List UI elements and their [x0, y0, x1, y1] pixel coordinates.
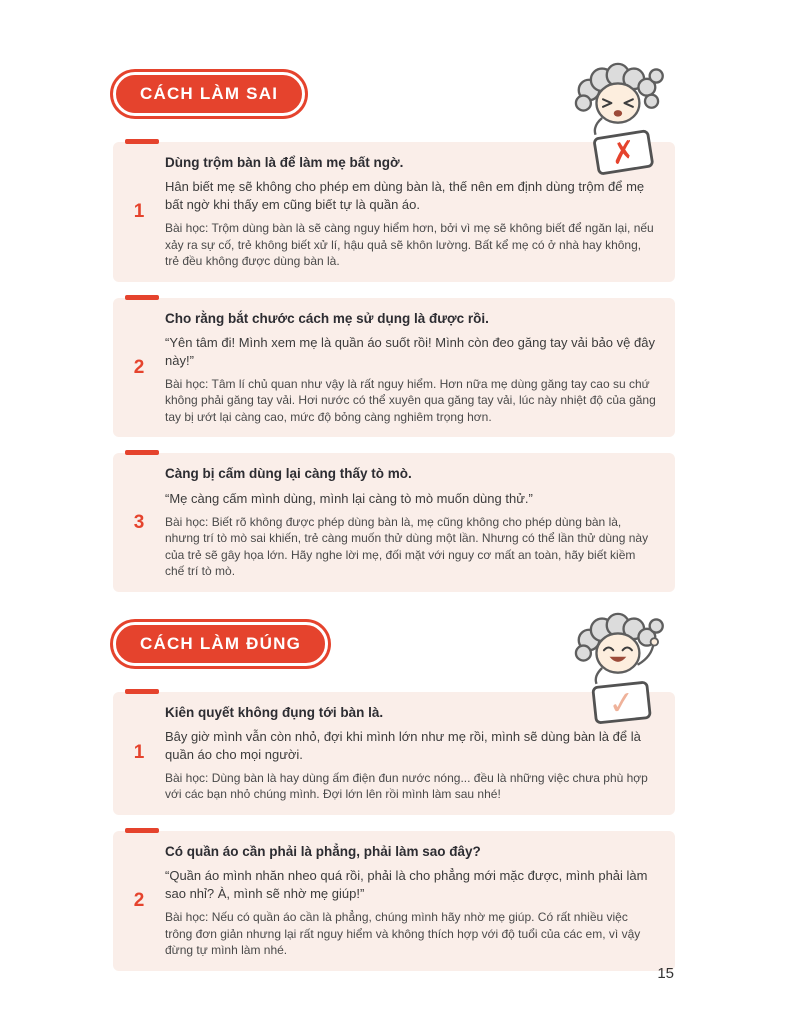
item-list	[113, 142, 675, 592]
item-lesson	[165, 376, 657, 426]
item-title: Dùng trộm bàn là để làm mẹ bất ngờ.	[165, 155, 404, 170]
list-item	[113, 298, 675, 438]
lesson-label: Bài học:	[165, 376, 209, 391]
raised-arm	[638, 644, 653, 665]
wrong-way-mascot-illustration	[561, 58, 673, 178]
item-title: Cho rằng bắt chước cách mẹ sử dụng là được rồi.	[165, 310, 489, 326]
lesson-label: Bài học:	[165, 770, 209, 785]
lesson-text: Tâm lí chủ quan như vậy là rất nguy hiểm. Hơn nữa mẹ dùng găng tay cao su chứ không phải găng tay vải. Hơi nước có thể xuyên qua găng tay vải, lúc này nhiệt độ của găng tay bị ướt lại càng cao, mức độ bỏng càng nghiêm trọng hơn.	[165, 376, 656, 424]
angry-grandma-icon	[561, 58, 673, 178]
item-accent-dash	[125, 450, 159, 455]
item-accent-dash	[125, 689, 159, 694]
list-item	[113, 831, 675, 971]
section-badge-wrong: CÁCH LÀM SAI	[113, 72, 305, 116]
item-marker	[113, 704, 165, 803]
item-marker	[113, 843, 165, 959]
item-number: 2	[133, 889, 145, 911]
lesson-text: Dùng bàn là hay dùng ấm điện đun nước nóng... đều là những việc chưa phù hợp với các bạn nhỏ chúng mình. Đợi lớn lên rồi mình làm sau nhé!	[165, 770, 648, 802]
list-item	[113, 453, 675, 591]
lesson-label: Bài học:	[165, 514, 209, 529]
arm	[596, 668, 602, 684]
page-number: 15	[657, 965, 674, 982]
lesson-label: Bài học:	[165, 910, 209, 925]
x-mark-icon: ✗	[608, 133, 639, 173]
item-lesson	[165, 514, 657, 580]
hand	[651, 638, 658, 645]
item-quote: “Yên tâm đi! Mình xem mẹ là quần áo suốt rồi! Mình còn đeo găng tay vải bảo vệ đây này!”	[165, 334, 655, 368]
item-number: 3	[133, 511, 145, 533]
section-right-ways	[113, 622, 675, 971]
arm	[595, 118, 602, 135]
page-content	[113, 72, 675, 971]
item-title: Có quần áo cần phải là phẳng, phải làm sao đây?	[165, 844, 481, 859]
item-lesson	[165, 909, 657, 959]
right-way-mascot-illustration	[561, 608, 673, 728]
lesson-text: Trộm dùng bàn là sẽ càng nguy hiểm hơn, bởi vì mẹ sẽ không biết để ngăn lại, nếu xảy ra sự cố, trẻ không biết xử lí, hậu quả sẽ khôn lường. Bất kể mẹ có ở nhà hay không, trẻ đều không được dùng bàn là.	[165, 221, 654, 269]
item-number: 1	[133, 742, 145, 764]
item-marker	[113, 154, 165, 270]
section-wrong-ways	[113, 72, 675, 592]
item-number: 1	[133, 200, 145, 222]
lesson-text: Biết rõ không được phép dùng bàn là, mẹ cũng không cho phép dùng bàn là, nhưng trí tò mò sai khiến, trẻ càng muốn thử dùng một lần. Nhưng có thể lần thử dùng này của trẻ sẽ gây họa lớn. Hãy nghe lời mẹ, đối mặt với nguy cơ mất an toàn, hãy biết kiềm chế trí tò mò.	[165, 514, 649, 579]
mouth	[614, 110, 622, 117]
section-badge-right: CÁCH LÀM ĐÚNG	[113, 622, 328, 666]
item-accent-dash	[125, 295, 159, 300]
grandma-face	[596, 83, 639, 122]
item-title: Càng bị cấm dùng lại càng thấy tò mò.	[165, 466, 412, 482]
item-number: 2	[133, 356, 145, 378]
item-list	[113, 692, 675, 971]
item-quote: “Mẹ càng cấm mình dùng, mình lại càng tò mò muốn dùng thử.”	[165, 490, 533, 506]
wrong-sign	[594, 131, 653, 175]
grandma-face	[596, 633, 639, 672]
item-marker	[113, 310, 165, 426]
item-quote: “Quần áo mình nhăn nheo quá rồi, phải là cho phẳng mới mặc được, mình phải làm sao nhỉ? À, mình sẽ nhờ mẹ giúp!”	[165, 868, 648, 902]
item-lesson	[165, 220, 657, 270]
item-accent-dash	[125, 828, 159, 833]
lesson-text: Nếu có quần áo cần là phẳng, chúng mình hãy nhờ mẹ giúp. Có rất nhiều việc trông đơn giản nhưng lại rất nguy hiểm và không thích hợp với độ tuổi của các em, vì vậy đừng tự mình làm nhé.	[165, 910, 641, 958]
check-sign	[593, 682, 651, 724]
item-body: Hân biết mẹ sẽ không cho phép em dùng bàn là, thế nên em định dùng trộm để mẹ bất ngờ khi thấy em cũng biết tự là quần áo.	[165, 179, 645, 213]
item-marker	[113, 465, 165, 579]
item-title: Kiên quyết không đụng tới bàn là.	[165, 704, 384, 720]
item-lesson	[165, 770, 657, 803]
item-accent-dash	[125, 139, 159, 144]
lesson-label: Bài học:	[165, 221, 209, 236]
item-body: Bây giờ mình vẫn còn nhỏ, đợi khi mình lớn như mẹ rồi, mình sẽ dùng bàn là để là quần áo cho mọi người.	[165, 729, 641, 762]
check-mark-icon: ✓	[606, 684, 637, 723]
happy-grandma-icon	[561, 608, 673, 728]
